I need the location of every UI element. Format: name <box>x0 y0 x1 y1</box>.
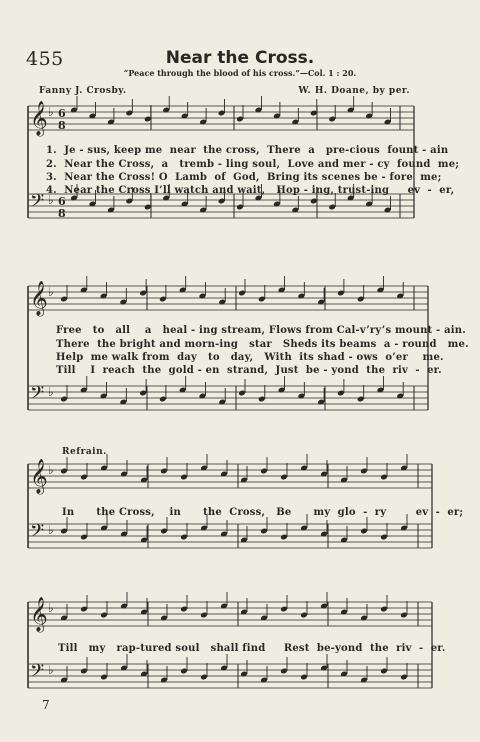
verse-line-1-1: 1. Je - sus, keep me near the cross, There a pre-cious fount - ain <box>46 145 449 156</box>
time-signature-6-8-icon: 8 <box>58 119 66 132</box>
bass-clef-icon: 𝄢 <box>30 661 45 686</box>
flat-sign-icon: ♭ <box>48 285 54 299</box>
treble-clef-icon: 𝄞 <box>30 459 48 494</box>
time-signature-6-8-icon: 6 <box>58 195 66 208</box>
composer-credit: W. H. Doane, by per. <box>298 86 410 96</box>
flat-sign-icon: ♭ <box>48 523 54 537</box>
bass-clef-icon: 𝄢 <box>30 191 45 216</box>
verse-line-1-3: 3. Near the Cross! O Lamb of God, Bring its scenes be - fore me; <box>46 172 442 183</box>
time-signature-6-8-icon: 6 <box>58 107 66 120</box>
verse-line-2-2: There the bright and morn-ing star Sheds its beams a - round me. <box>56 339 469 350</box>
refrain-label: Refrain. <box>62 447 107 457</box>
treble-clef-icon: 𝄞 <box>30 597 48 632</box>
flat-sign-icon: ♭ <box>48 463 54 477</box>
page-number: 7 <box>42 698 50 712</box>
time-signature-6-8-icon: 8 <box>58 207 66 220</box>
treble-clef-icon: 𝄞 <box>30 101 48 136</box>
verse-line-2-3: Help me walk from day to day, With its shad - ows o’er me. <box>56 352 444 363</box>
flat-sign-icon: ♭ <box>48 193 54 207</box>
flat-sign-icon: ♭ <box>48 105 54 119</box>
verse-line-1-4: 4. Near the Cross I’ll watch and wait, Hop - ing, trust-ing ev - er, <box>46 185 455 196</box>
refrain-line-1: In the Cross, in the Cross, Be my glo - ry ev - er; <box>62 507 464 518</box>
flat-sign-icon: ♭ <box>48 601 54 615</box>
hymn-title: Near the Cross. <box>165 48 315 68</box>
refrain-line-2: Till my rap-tured soul shall find Rest be-yond the riv - er. <box>58 643 446 654</box>
verse-line-1-2: 2. Near the Cross, a tremb - ling soul, Love and mer - cy found me; <box>46 159 460 170</box>
flat-sign-icon: ♭ <box>48 385 54 399</box>
lyricist-credit: Fanny J. Crosby. <box>39 86 127 96</box>
treble-clef-icon: 𝄞 <box>30 281 48 316</box>
verse-line-2-1: Free to all a heal - ing stream, Flows from Cal-v’ry’s mount - ain. <box>56 325 466 336</box>
scripture-epigraph: “Peace through the blood of his cross.”—Col. 1 : 20. <box>123 68 357 78</box>
verse-line-2-4: Till I reach the gold - en strand, Just be - yond the riv - er. <box>56 365 442 376</box>
bass-clef-icon: 𝄢 <box>30 383 45 408</box>
bass-clef-icon: 𝄢 <box>30 521 45 546</box>
flat-sign-icon: ♭ <box>48 663 54 677</box>
hymn-number: 455 <box>26 48 64 70</box>
